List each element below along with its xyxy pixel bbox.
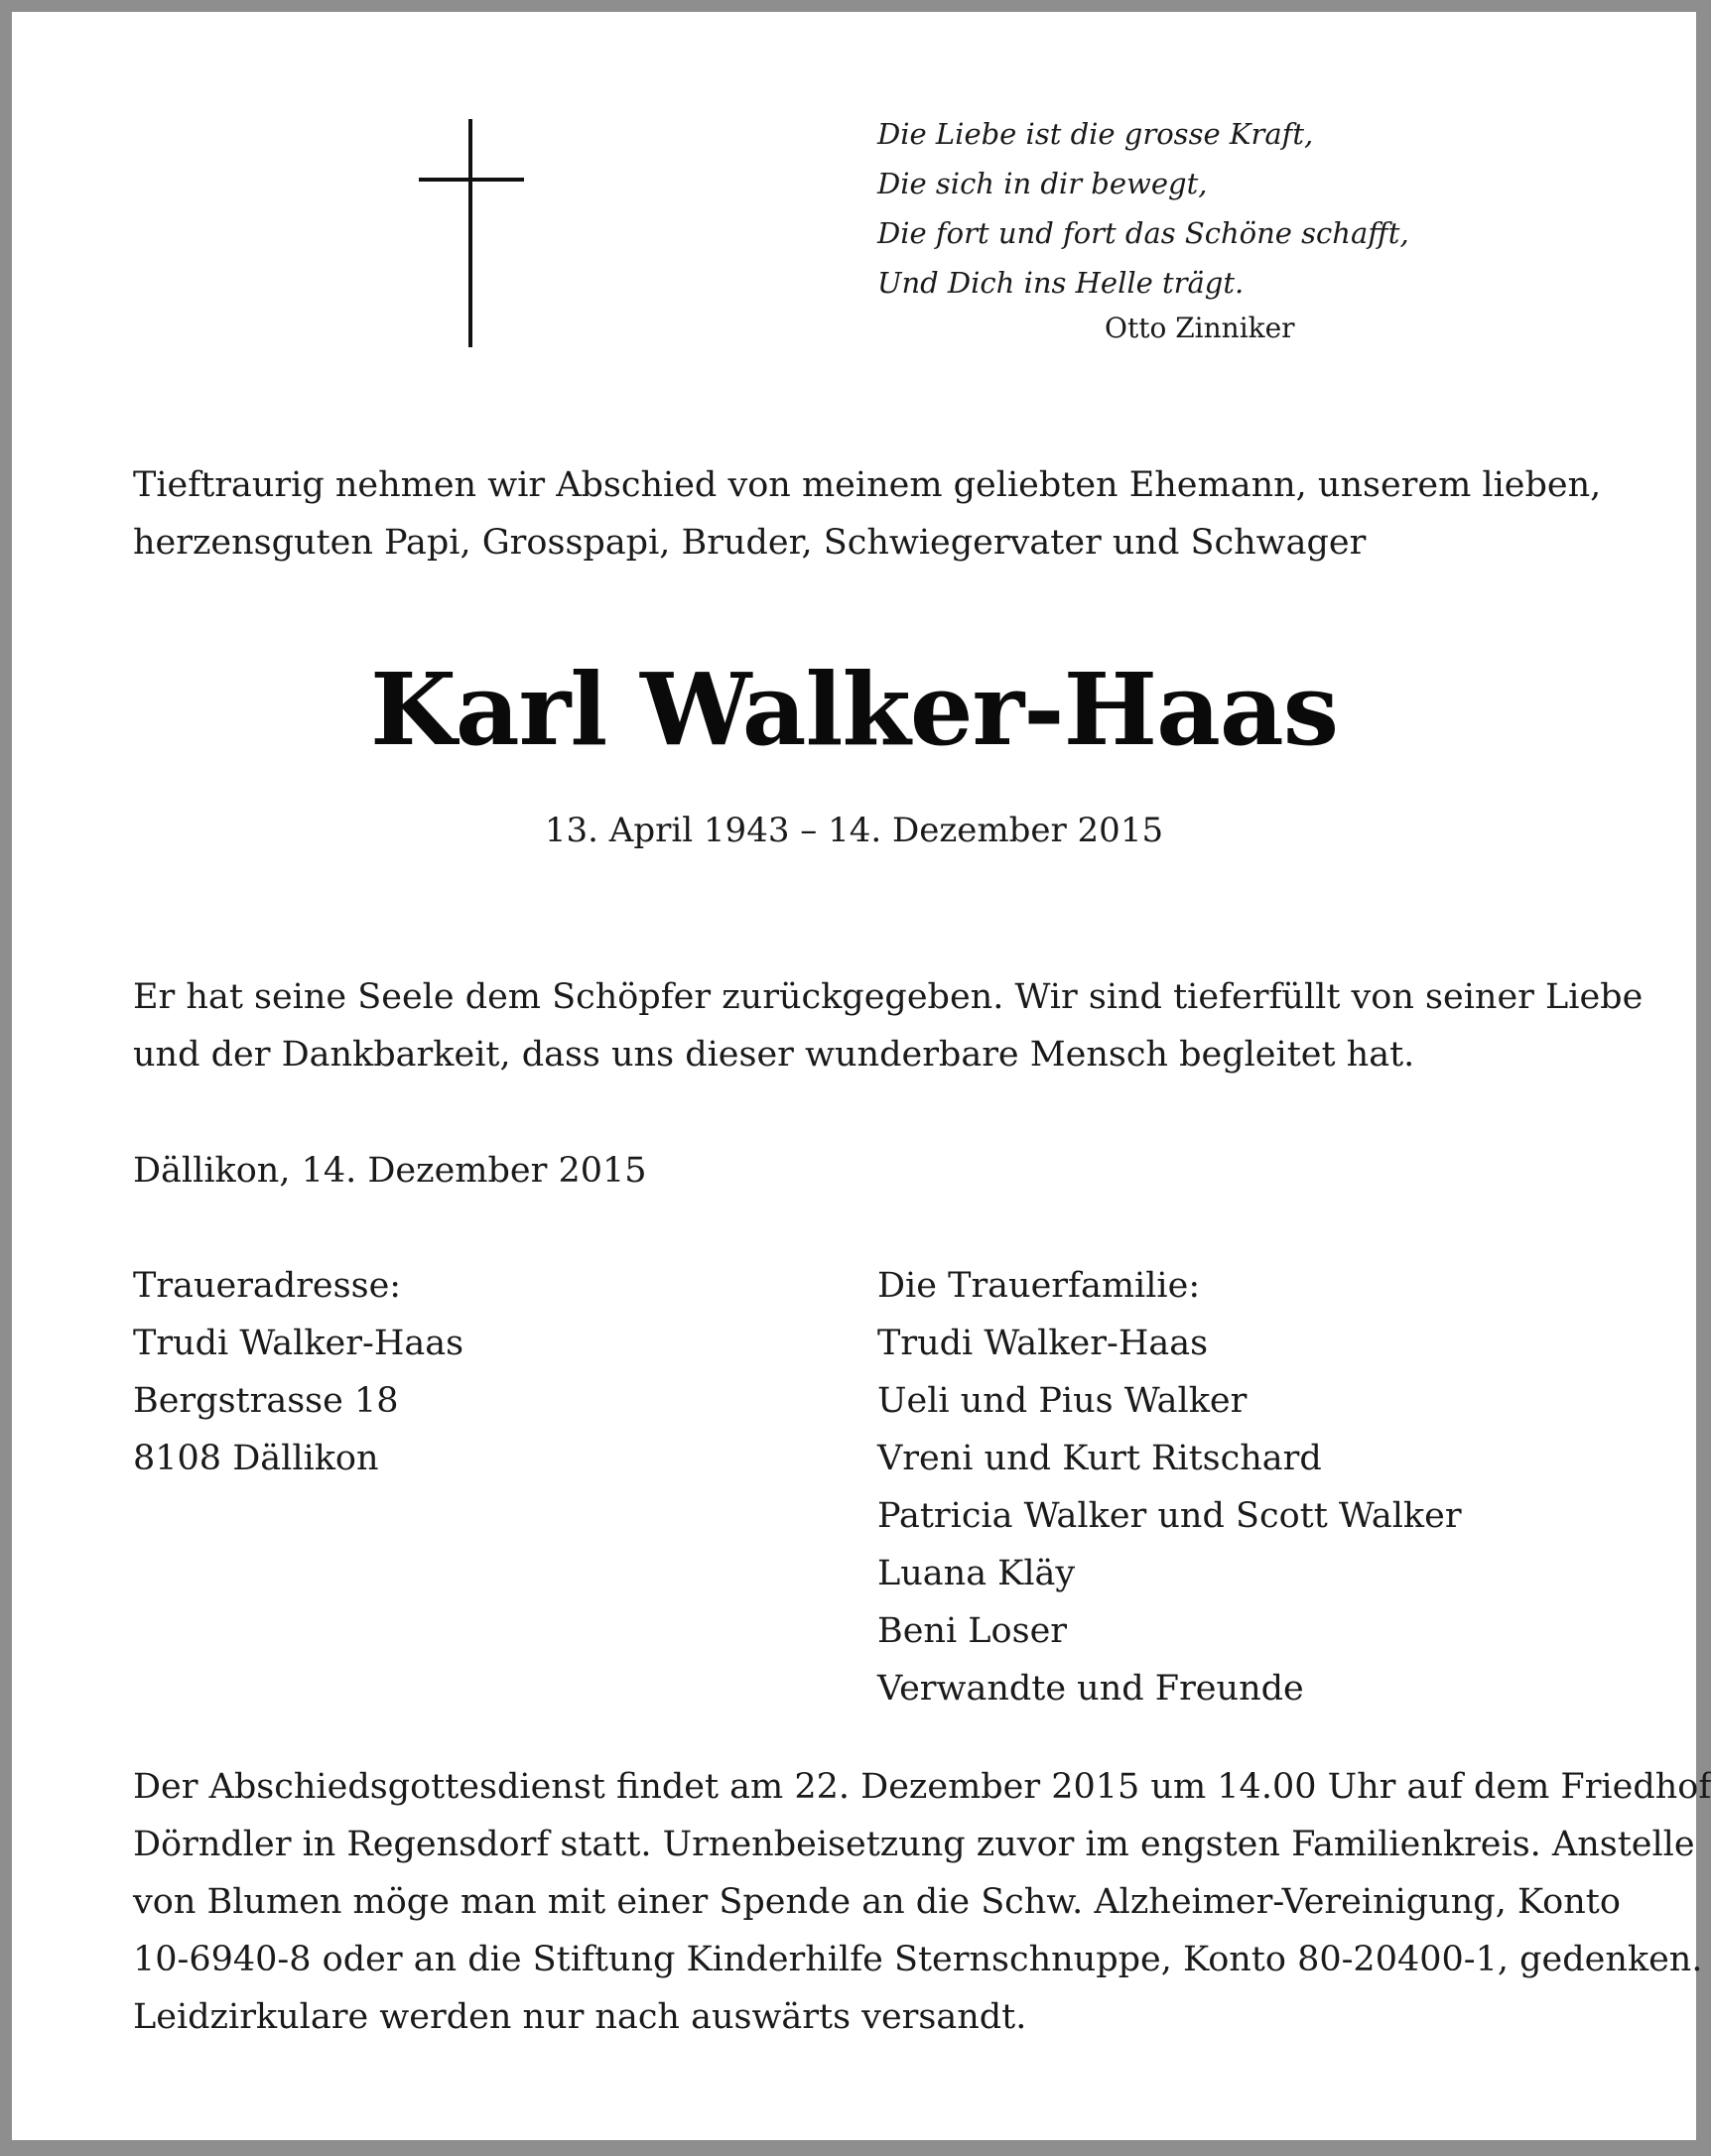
poem-line: Die Liebe ist die grosse Kraft,: [877, 117, 1314, 151]
soul-line: Er hat seine Seele dem Schöpfer zurückgegeben. Wir sind tieferfüllt von seiner Liebe: [133, 977, 1644, 1017]
intro-text: [133, 456, 1601, 571]
family-member: Trudi Walker-Haas: [877, 1324, 1209, 1363]
closing-text: [133, 1758, 1711, 2046]
poem: [877, 109, 1409, 308]
address-line: Trudi Walker-Haas: [133, 1324, 464, 1363]
family-member: Ueli und Pius Walker: [877, 1381, 1248, 1421]
intro-line: herzensguten Papi, Grosspapi, Bruder, Schwiegervater und Schwager: [133, 523, 1367, 563]
closing-line: 10-6940-8 oder an die Stiftung Kinderhilfe Sternschnuppe, Konto 80-20400-1, gedenken.: [133, 1940, 1703, 1979]
family-member: Verwandte und Freunde: [877, 1669, 1304, 1709]
address-line: Bergstrasse 18: [133, 1381, 399, 1421]
life-dates: 13. April 1943 – 14. Dezember 2015: [544, 811, 1164, 850]
address-line: 8108 Dällikon: [133, 1439, 379, 1478]
soul-text: [133, 968, 1643, 1083]
poem-author: Otto Zinniker: [1105, 312, 1295, 344]
poem-line: Und Dich ins Helle trägt.: [877, 266, 1245, 300]
closing-line: Leidzirkulare werden nur nach auswärts versandt.: [133, 1997, 1027, 2037]
deceased-name: Karl Walker-Haas: [369, 651, 1339, 768]
mourning-family: [877, 1257, 1462, 1717]
cross-icon: [419, 119, 524, 347]
closing-line: von Blumen möge man mit einer Spende an die Schw. Alzheimer-Vereinigung, Konto: [133, 1882, 1621, 1922]
poem-line: Die sich in dir bewegt,: [877, 167, 1208, 200]
soul-line: und der Dankbarkeit, dass uns dieser wunderbare Mensch begleitet hat.: [133, 1035, 1415, 1075]
family-label: Die Trauerfamilie:: [877, 1266, 1201, 1306]
obituary-page: [12, 12, 1711, 2140]
address-label: Traueradresse:: [133, 1266, 402, 1306]
poem-line: Die fort und fort das Schöne schafft,: [877, 216, 1409, 250]
family-member: Beni Loser: [877, 1611, 1068, 1651]
family-member: Luana Kläy: [877, 1554, 1076, 1593]
mourning-address: [133, 1257, 463, 1487]
family-member: Vreni und Kurt Ritschard: [877, 1439, 1322, 1478]
closing-line: Der Abschiedsgottesdienst findet am 22. Dezember 2015 um 14.00 Uhr auf dem Friedhof: [133, 1767, 1711, 1807]
closing-line: Dörndler in Regensdorf statt. Urnenbeisetzung zuvor im engsten Familienkreis. Anstelle: [133, 1825, 1695, 1864]
family-member: Patricia Walker und Scott Walker: [877, 1496, 1462, 1536]
intro-line: Tieftraurig nehmen wir Abschied von meinem geliebten Ehemann, unserem lieben,: [133, 465, 1602, 505]
place-date: Dällikon, 14. Dezember 2015: [133, 1151, 647, 1191]
